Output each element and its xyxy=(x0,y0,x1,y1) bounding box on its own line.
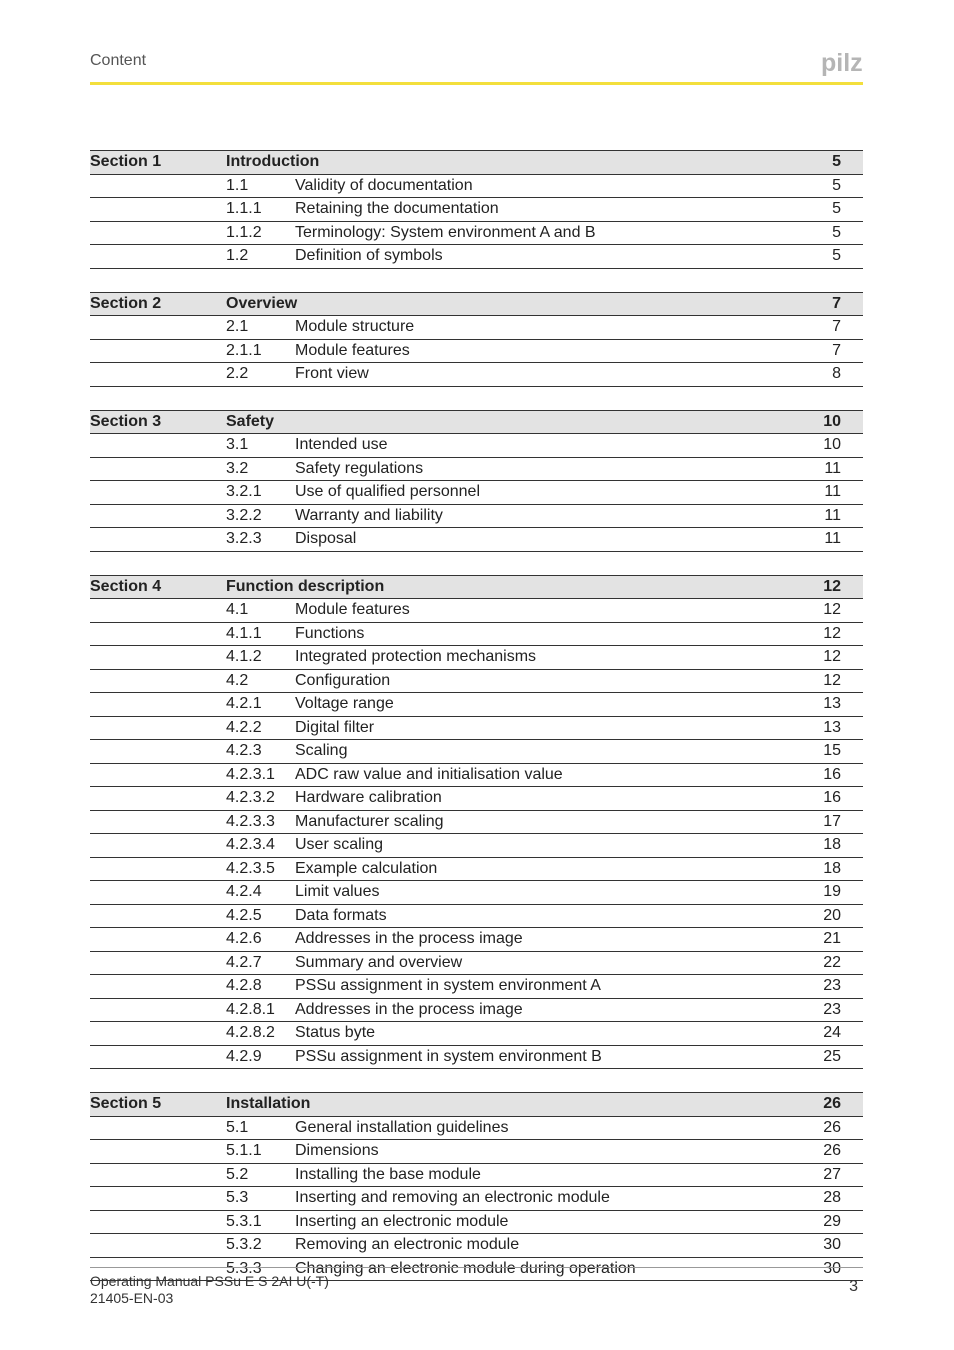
toc-entry-number: 3.1 xyxy=(226,436,249,453)
toc-entry-page: 5 xyxy=(832,176,841,194)
toc-entry-number: 4.2.5 xyxy=(226,906,262,924)
toc-section-title: Introduction xyxy=(226,153,320,170)
toc-entry-title: Module features xyxy=(295,601,410,618)
toc-entry-row[interactable] xyxy=(90,646,863,670)
toc-entry-number: 4.2.1 xyxy=(226,695,262,712)
toc-entry-number: 5.3.2 xyxy=(226,1236,262,1253)
toc-entry-title: PSSu assignment in system environment A xyxy=(295,977,601,994)
toc-entry-number: 4.1.1 xyxy=(226,624,262,642)
toc-section-title: Overview xyxy=(226,294,298,312)
toc-entry-title: Status byte xyxy=(295,1024,376,1041)
toc-entry-row[interactable] xyxy=(90,834,863,858)
toc-section-row[interactable] xyxy=(90,150,863,175)
toc-entry-row[interactable] xyxy=(90,458,863,482)
toc-entry-page: 27 xyxy=(823,1165,841,1183)
toc-entry-number: 4.2 xyxy=(226,671,249,689)
toc-entry-row[interactable] xyxy=(90,623,863,647)
toc-entry-title: PSSu assignment in system environment B xyxy=(295,1047,602,1065)
toc-entry-title: Addresses in the process image xyxy=(295,1000,523,1018)
toc-entry-row[interactable] xyxy=(90,1234,863,1258)
toc-section-row[interactable] xyxy=(90,292,863,317)
toc-entry-page: 22 xyxy=(823,953,841,971)
toc-entry-page: 19 xyxy=(823,883,841,900)
svg-text:pilz: pilz xyxy=(821,50,863,76)
toc-entry-page: 11 xyxy=(824,506,841,524)
toc-entry-title: Disposal xyxy=(295,530,357,547)
toc-entry-row[interactable] xyxy=(90,481,863,505)
toc-entry-title: General installation guidelines xyxy=(295,1118,509,1136)
toc-entry-number: 4.2.3.5 xyxy=(226,859,275,877)
toc-entry-page: 5 xyxy=(832,200,841,217)
toc-entry-title: Inserting and removing an electronic module xyxy=(295,1189,610,1206)
toc-entry-page: 30 xyxy=(823,1259,841,1277)
toc-entry-row[interactable] xyxy=(90,198,863,222)
toc-section-label: Section 4 xyxy=(90,577,162,595)
toc-entry-page: 5 xyxy=(832,223,841,241)
footer-doc-number: 21405-EN-03 xyxy=(90,1290,174,1306)
toc-section-title: Safety xyxy=(226,412,275,430)
toc-section-page: 5 xyxy=(832,153,841,170)
toc-entry-row[interactable] xyxy=(90,1022,863,1046)
toc-entry-number: 3.2.2 xyxy=(226,506,262,524)
toc-entry-page: 11 xyxy=(824,530,841,547)
toc-entry-title: Removing an electronic module xyxy=(295,1236,520,1253)
toc-entry-number: 1.1.2 xyxy=(226,223,262,241)
toc-entry-title: Example calculation xyxy=(295,859,438,877)
toc-section-label: Section 1 xyxy=(90,153,162,170)
toc-section-page: 26 xyxy=(823,1095,841,1112)
toc-entry-title: Changing an electronic module during operation xyxy=(295,1259,636,1277)
toc-section-label: Section 5 xyxy=(90,1095,162,1112)
toc-entry-row[interactable] xyxy=(90,693,863,717)
toc-entry-row[interactable] xyxy=(90,928,863,952)
toc-entry-page: 15 xyxy=(823,742,841,759)
toc-entry-title: Intended use xyxy=(295,436,388,453)
toc-entry-page: 21 xyxy=(823,930,841,947)
toc-entry-page: 25 xyxy=(823,1047,841,1065)
toc-entry-title: Dimensions xyxy=(295,1142,379,1159)
footer-manual-title: Operating Manual PSSu E S 2AI U(-T) xyxy=(90,1273,329,1289)
toc-entry-title: Warranty and liability xyxy=(295,506,443,524)
toc-entry-title: Data formats xyxy=(295,906,387,924)
toc-entry-page: 10 xyxy=(823,436,841,453)
toc-entry-title: Definition of symbols xyxy=(295,247,443,264)
toc-entry-row[interactable] xyxy=(90,222,863,246)
toc-section-page: 7 xyxy=(832,294,841,312)
toc-entry-page: 12 xyxy=(823,601,841,618)
toc-entry-page: 29 xyxy=(823,1212,841,1230)
toc-entry-number: 3.2.1 xyxy=(226,483,262,500)
toc-entry-row[interactable] xyxy=(90,363,863,387)
toc-entry-row[interactable] xyxy=(90,340,863,364)
toc-entry-row[interactable] xyxy=(90,505,863,529)
toc-entry-row[interactable] xyxy=(90,740,863,764)
toc-entry-title: Use of qualified personnel xyxy=(295,483,481,500)
toc-section-page: 12 xyxy=(823,577,841,595)
toc-entry-number: 4.2.7 xyxy=(226,953,262,971)
toc-entry-title: Limit values xyxy=(295,883,380,900)
toc-entry-page: 7 xyxy=(832,318,841,335)
toc-entry-number: 4.2.8.2 xyxy=(226,1024,275,1041)
toc-entry-number: 4.2.3.1 xyxy=(226,765,275,783)
toc-entry-number: 4.2.6 xyxy=(226,930,262,947)
toc-section-block xyxy=(90,292,863,387)
toc-entry-page: 23 xyxy=(823,1000,841,1018)
toc-entry-title: Safety regulations xyxy=(295,459,424,477)
toc-entry-row[interactable] xyxy=(90,1164,863,1188)
toc-entry-title: Installing the base module xyxy=(295,1165,481,1183)
toc-entry-number: 1.1.1 xyxy=(226,200,262,217)
toc-entry-page: 12 xyxy=(823,671,841,689)
toc-entry-title: Configuration xyxy=(295,671,391,689)
table-of-contents xyxy=(90,150,863,1304)
toc-entry-page: 7 xyxy=(832,341,841,359)
toc-section-title: Function description xyxy=(226,577,385,595)
toc-entry-row[interactable] xyxy=(90,245,863,269)
toc-entry-row[interactable] xyxy=(90,528,863,552)
toc-entry-row[interactable] xyxy=(90,1046,863,1070)
toc-entry-number: 1.2 xyxy=(226,247,249,264)
toc-entry-row[interactable] xyxy=(90,717,863,741)
toc-entry-number: 4.2.8.1 xyxy=(226,1000,275,1018)
toc-entry-page: 17 xyxy=(823,812,841,830)
toc-entry-row[interactable] xyxy=(90,999,863,1023)
toc-entry-title: Hardware calibration xyxy=(295,789,442,806)
toc-section-row[interactable] xyxy=(90,575,863,600)
toc-section-block xyxy=(90,1092,863,1281)
toc-section-block xyxy=(90,410,863,552)
toc-section-row[interactable] xyxy=(90,410,863,435)
toc-entry-number: 2.1.1 xyxy=(226,341,262,359)
toc-section-label: Section 2 xyxy=(90,294,162,312)
toc-entry-number: 4.2.8 xyxy=(226,977,262,994)
toc-entry-row[interactable] xyxy=(90,952,863,976)
toc-entry-title: Module structure xyxy=(295,318,415,335)
toc-entry-number: 5.1.1 xyxy=(226,1142,262,1159)
toc-entry-title: Validity of documentation xyxy=(295,176,473,194)
toc-entry-number: 5.3.1 xyxy=(226,1212,262,1230)
toc-entry-page: 13 xyxy=(823,718,841,736)
toc-section-page: 10 xyxy=(823,412,841,430)
toc-entry-page: 11 xyxy=(824,459,841,477)
toc-section-block xyxy=(90,575,863,1070)
toc-entry-number: 5.3.3 xyxy=(226,1259,262,1277)
toc-entry-page: 28 xyxy=(823,1189,841,1206)
toc-entry-title: Retaining the documentation xyxy=(295,200,499,217)
toc-entry-title: Addresses in the process image xyxy=(295,930,523,947)
header-title: Content xyxy=(90,52,147,69)
toc-entry-title: Inserting an electronic module xyxy=(295,1212,509,1230)
toc-entry-title: User scaling xyxy=(295,836,384,853)
toc-entry-page: 5 xyxy=(832,247,841,264)
toc-entry-page: 24 xyxy=(823,1024,841,1041)
toc-entry-title: Functions xyxy=(295,624,365,642)
toc-entry-row[interactable] xyxy=(90,670,863,694)
toc-entry-row[interactable] xyxy=(90,975,863,999)
toc-entry-row[interactable] xyxy=(90,1117,863,1141)
toc-entry-number: 4.2.3 xyxy=(226,742,262,759)
toc-entry-page: 30 xyxy=(823,1236,841,1253)
toc-entry-row[interactable] xyxy=(90,175,863,199)
toc-entry-page: 8 xyxy=(832,365,841,382)
toc-entry-title: Integrated protection mechanisms xyxy=(295,648,537,665)
page-header xyxy=(90,50,863,85)
toc-entry-number: 4.2.3.4 xyxy=(226,836,275,853)
toc-section-label: Section 3 xyxy=(90,412,162,430)
toc-entry-page: 23 xyxy=(823,977,841,994)
toc-entry-row[interactable] xyxy=(90,858,863,882)
toc-entry-page: 16 xyxy=(823,789,841,806)
toc-entry-number: 4.1 xyxy=(226,601,249,618)
toc-entry-number: 5.2 xyxy=(226,1165,249,1183)
toc-entry-page: 13 xyxy=(823,695,841,712)
toc-entry-number: 2.1 xyxy=(226,318,249,335)
toc-section-row[interactable] xyxy=(90,1092,863,1117)
toc-entry-title: Digital filter xyxy=(295,718,375,736)
toc-entry-number: 4.2.2 xyxy=(226,718,262,736)
toc-entry-number: 4.2.4 xyxy=(226,883,262,900)
toc-entry-row[interactable] xyxy=(90,599,863,623)
toc-entry-number: 4.2.3.3 xyxy=(226,812,275,830)
toc-entry-title: Terminology: System environment A and B xyxy=(295,223,596,241)
toc-entry-title: Manufacturer scaling xyxy=(295,812,444,830)
toc-entry-page: 11 xyxy=(824,483,841,500)
toc-entry-row[interactable] xyxy=(90,881,863,905)
toc-section-title: Installation xyxy=(226,1095,311,1112)
toc-entry-title: Front view xyxy=(295,365,369,382)
toc-entry-row[interactable] xyxy=(90,316,863,340)
toc-entry-page: 20 xyxy=(823,906,841,924)
toc-entry-title: Voltage range xyxy=(295,695,394,712)
toc-entry-row[interactable] xyxy=(90,764,863,788)
toc-entry-page: 12 xyxy=(823,648,841,665)
toc-section-block xyxy=(90,150,863,269)
toc-entry-page: 18 xyxy=(823,836,841,853)
toc-entry-page: 16 xyxy=(823,765,841,783)
toc-entry-row[interactable] xyxy=(90,787,863,811)
toc-entry-row[interactable] xyxy=(90,905,863,929)
toc-entry-number: 1.1 xyxy=(226,176,249,194)
toc-entry-row[interactable] xyxy=(90,1211,863,1235)
page-footer xyxy=(90,1267,863,1307)
toc-entry-page: 18 xyxy=(823,859,841,877)
toc-entry-number: 5.3 xyxy=(226,1189,249,1206)
toc-entry-row[interactable] xyxy=(90,811,863,835)
toc-entry-row[interactable] xyxy=(90,1187,863,1211)
toc-entry-row[interactable] xyxy=(90,434,863,458)
toc-entry-number: 3.2.3 xyxy=(226,530,262,547)
toc-entry-number: 4.1.2 xyxy=(226,648,262,665)
toc-entry-title: ADC raw value and initialisation value xyxy=(295,765,563,783)
toc-entry-title: Module features xyxy=(295,341,410,359)
toc-entry-page: 26 xyxy=(823,1142,841,1159)
toc-entry-number: 3.2 xyxy=(226,459,249,477)
toc-entry-number: 4.2.9 xyxy=(226,1047,262,1065)
toc-entry-title: Scaling xyxy=(295,742,348,759)
toc-entry-title: Summary and overview xyxy=(295,953,463,971)
pilz-logo xyxy=(821,50,863,76)
toc-entry-number: 2.2 xyxy=(226,365,249,382)
toc-entry-row[interactable] xyxy=(90,1140,863,1164)
toc-entry-number: 4.2.3.2 xyxy=(226,789,275,806)
page-number: 3 xyxy=(849,1278,858,1295)
toc-entry-page: 12 xyxy=(823,624,841,642)
toc-entry-page: 26 xyxy=(823,1118,841,1136)
toc-entry-number: 5.1 xyxy=(226,1118,249,1136)
